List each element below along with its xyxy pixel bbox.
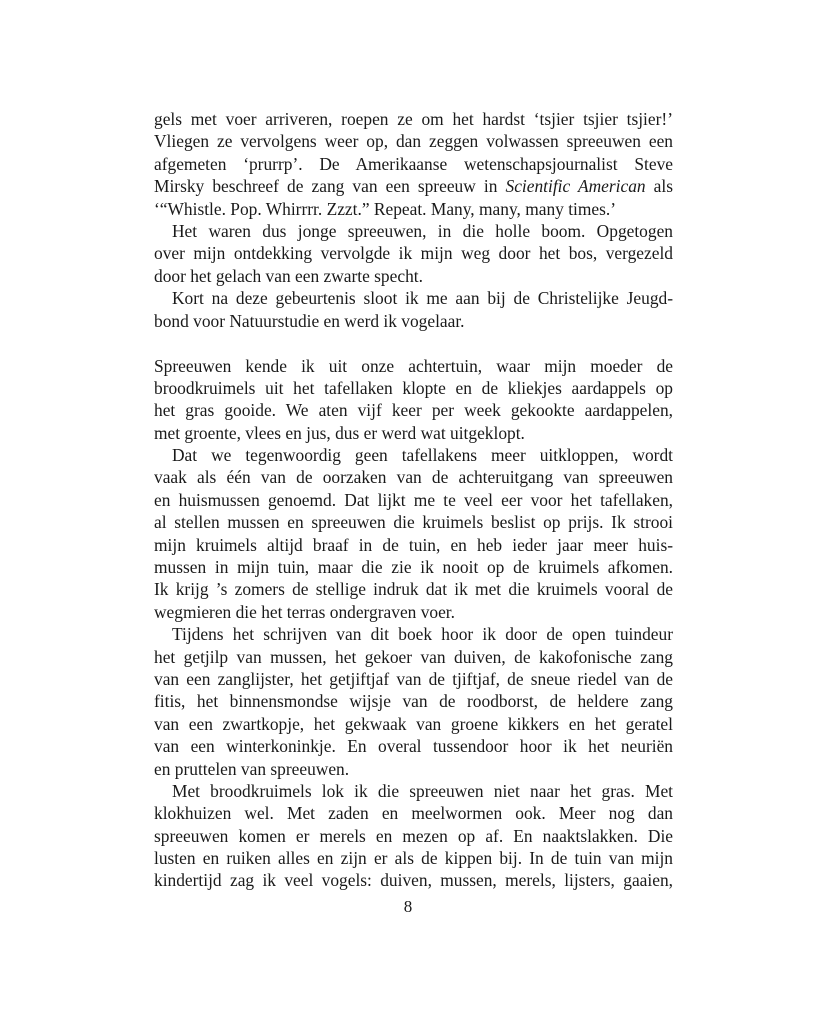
text-line: vaak als één van de oorzaken van de achteruitgang van spreeuwen	[154, 467, 673, 488]
text-line	[154, 175, 673, 197]
text-run: Mirsky beschreef de zang van een spreeuw in	[154, 176, 506, 197]
text-line: ‘“Whistle. Pop. Whirrrr. Zzzt.” Repeat. Many, many, many times.’	[154, 198, 617, 219]
text-line: het gras gooide. We aten vijf keer per week gekookte aardappelen,	[154, 400, 673, 421]
italic-title: Scientific American	[505, 176, 646, 197]
text-line: broodkruimels uit het tafellaken klopte en de kliekjes aardappels op	[154, 377, 673, 398]
page-body	[154, 108, 673, 892]
text-line: Ik krijg ’s zomers de stellige indruk dat ik met die kruimels vooral de	[154, 579, 673, 600]
paragraph	[154, 220, 673, 287]
text-line: en pruttelen van spreeuwen.	[154, 758, 350, 779]
text-line: mijn kruimels altijd braaf in de tuin, en heb ieder jaar meer huis-	[154, 534, 673, 555]
paragraph	[154, 355, 673, 445]
text-line: afgemeten ‘prurrp’. De Amerikaanse wetenschapsjournalist Steve	[154, 153, 673, 174]
page-number: 8	[403, 897, 413, 916]
text-line: gels met voer arriveren, roepen ze om het hardst ‘tsjier tsjier tsjier!’	[154, 109, 673, 129]
text-line: Spreeuwen kende ik uit onze achtertuin, waar mijn moeder de	[154, 355, 673, 376]
text-line: Vliegen ze vervolgens weer op, dan zeggen volwassen spreeuwen een	[154, 131, 673, 152]
text-line: over mijn ontdekking vervolgde ik mijn weg door het bos, vergezeld	[154, 243, 673, 264]
text-line: Met broodkruimels lok ik die spreeuwen niet naar het gras. Met	[172, 780, 673, 801]
text-line: door het gelach van een zwarte specht.	[154, 265, 423, 286]
text-line: Dat we tegenwoordig geen tafellakens meer uitkloppen, wordt	[172, 445, 673, 466]
paragraph	[154, 444, 673, 623]
text-line: van een zanglijster, het getjiftjaf van de tjiftjaf, de sneue riedel van de	[154, 668, 673, 689]
paragraph	[154, 108, 673, 220]
paragraph	[154, 623, 673, 780]
text-line: kindertijd zag ik veel vogels: duiven, mussen, merels, lijsters, gaaien,	[154, 870, 673, 891]
text-line: Het waren dus jonge spreeuwen, in die holle boom. Opgetogen	[172, 220, 673, 241]
text-line: Kort na deze gebeurtenis sloot ik me aan bij de Christelijke Jeugd-	[172, 288, 673, 309]
text-line: bond voor Natuurstudie en werd ik vogelaar.	[154, 310, 465, 331]
text-line: met groente, vlees en jus, dus er werd wat uitgeklopt.	[154, 422, 525, 443]
text-line: van een winterkoninkje. En overal tussendoor hoor ik het neuriën	[154, 736, 673, 757]
text-line: al stellen mussen en spreeuwen die kruimels beslist op prijs. Ik strooi	[154, 512, 673, 533]
text-line: fitis, het binnensmondse wijsje van de roodborst, de heldere zang	[154, 691, 673, 712]
text-line: van een zwartkopje, het gekwaak van groene kikkers en het geratel	[154, 713, 673, 734]
text-line: lusten en ruiken alles en zijn er als de kippen bij. In de tuin van mijn	[154, 848, 673, 869]
text-line: Tijdens het schrijven van dit boek hoor ik door de open tuindeur	[172, 624, 673, 645]
paragraph	[154, 780, 673, 892]
text-line: en huismussen genoemd. Dat lijkt me te veel eer voor het tafellaken,	[154, 489, 673, 510]
text-line: spreeuwen komen er merels en mezen op af. En naaktslakken. Die	[154, 825, 673, 846]
text-run: als	[645, 176, 673, 197]
text-line: het getjilp van mussen, het gekoer van duiven, de kakofonische zang	[154, 646, 673, 667]
paragraph	[154, 287, 673, 332]
text-line: klokhuizen wel. Met zaden en meelwormen ook. Meer nog dan	[154, 803, 673, 824]
text-line: mussen in mijn tuin, maar die zie ik nooit op de kruimels afkomen.	[154, 557, 673, 578]
section-break	[154, 332, 673, 355]
text-line: wegmieren die het terras ondergraven voer.	[154, 601, 455, 622]
